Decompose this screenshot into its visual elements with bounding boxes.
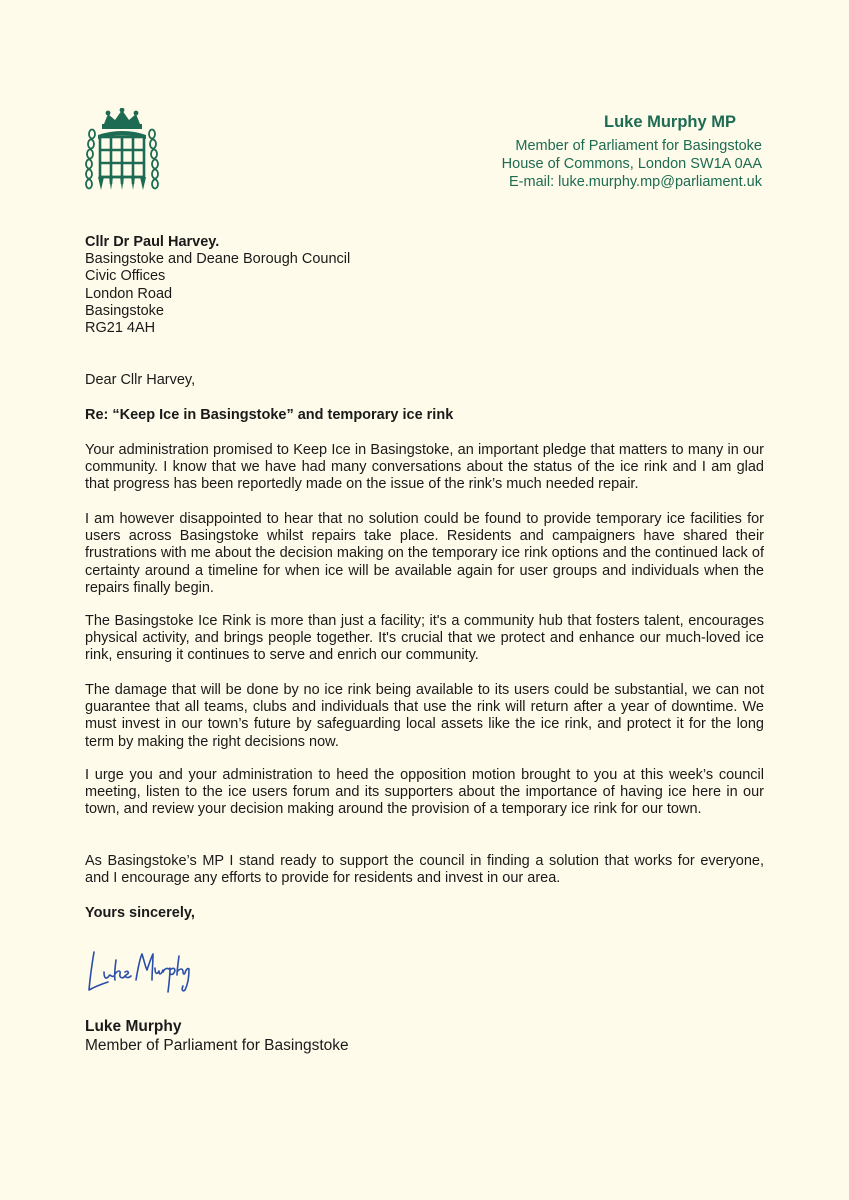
recipient-line: Civic Offices <box>85 268 166 285</box>
handwritten-signature <box>84 942 194 997</box>
letterhead <box>502 112 762 191</box>
body-paragraph: I urge you and your administration to heed the opposition motion brought to you at this week’s council meeting, listen to the ice users forum and its supporters about the importance of having ice here in our town, and review your decision making around the provision of a temporary ice rink for our town. <box>85 767 764 818</box>
sender-address: House of Commons, London SW1A 0AA <box>501 156 762 172</box>
salutation: Dear Cllr Harvey, <box>85 372 196 388</box>
body-paragraph: I am however disappointed to hear that no solution could be found to provide temporary ice facilities for users across Basingstoke whilst repairs take place. Residents and campaigners have shared their frustrations with me about the decision making on the temporary ice rink options and the continued lack of certainty around a timeline for when ice will be available again for user groups and individuals when the repairs finally begin. <box>85 511 764 596</box>
signer-name: Luke Murphy <box>85 1018 182 1035</box>
sender-title: Member of Parliament for Basingstoke <box>515 138 762 154</box>
closing: Yours sincerely, <box>85 905 195 921</box>
recipient-line: Basingstoke and Deane Borough Council <box>85 251 351 268</box>
signer-title: Member of Parliament for Basingstoke <box>85 1037 349 1054</box>
body-paragraph: As Basingstoke’s MP I stand ready to support the council in finding a solution that works for everyone, and I encourage any efforts to provide for residents and invest in our area. <box>85 853 764 887</box>
sender-email: E-mail: luke.murphy.mp@parliament.uk <box>509 174 762 190</box>
body-paragraph: Your administration promised to Keep Ice in Basingstoke, an important pledge that matters to many in our community. I know that we have had many conversations about the status of the ice rink and I am glad that progress has been reportedly made on the issue of the rink’s much needed repair. <box>85 442 764 493</box>
portcullis-logo-icon <box>84 108 160 196</box>
body-paragraph: The damage that will be done by no ice rink being available to its users could be substantial, we can not guarantee that all teams, clubs and individuals that use the rink will return after a year of downtime. We must invest in our town’s future by safeguarding local assets like the ice rink, and protect it for the long term by making the right decisions now. <box>85 682 764 750</box>
recipient-line: Basingstoke <box>85 302 164 319</box>
subject-line: Re: “Keep Ice in Basingstoke” and temporary ice rink <box>85 407 454 423</box>
recipient-name: Cllr Dr Paul Harvey. <box>85 234 220 250</box>
signer-block <box>85 1017 349 1055</box>
recipient-line: London Road <box>85 285 173 302</box>
body-paragraph: The Basingstoke Ice Rink is more than just a facility; it's a community hub that fosters talent, encourages physical activity, and brings people together. It's crucial that we protect and enhance our much-loved ice rink, ensuring it continues to serve and enrich our community. <box>85 613 764 664</box>
recipient-line: RG21 4AH <box>85 320 156 337</box>
sender-name: Luke Murphy MP <box>603 113 736 131</box>
recipient-address <box>85 234 764 337</box>
